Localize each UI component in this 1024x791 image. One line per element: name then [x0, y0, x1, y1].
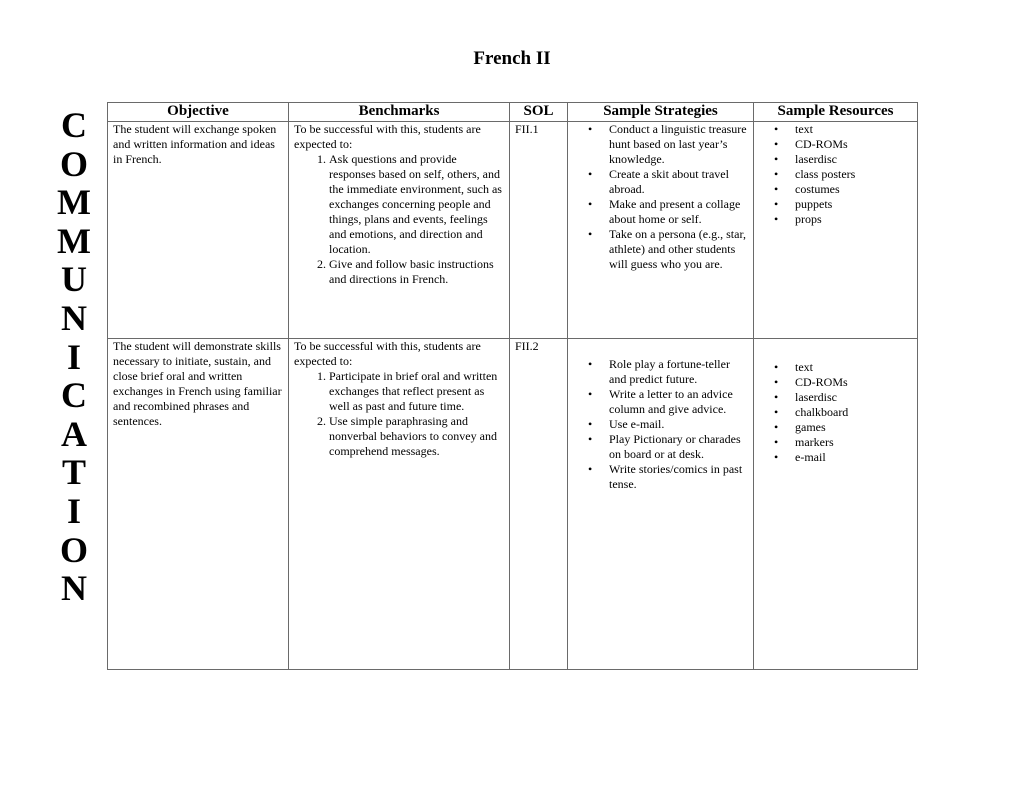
sol-cell: FII.1 — [510, 122, 568, 339]
objective-cell: The student will demonstrate skills necessary to initiate, sustain, and close brief oral and written exchanges in French using familiar and recombined phrases and sentences. — [108, 339, 289, 670]
side-label-letter: C — [61, 375, 87, 416]
header-objective: Objective — [108, 103, 289, 122]
strategy-item: • Conduct a linguistic treasure hunt based on last year’s knowledge. — [609, 122, 748, 167]
side-label-letter: A — [61, 413, 87, 454]
resource-item: • games — [795, 420, 912, 435]
side-label-letter: T — [61, 452, 86, 493]
strategy-item: • Role play a fortune-teller and predict future. — [609, 357, 748, 387]
table-row — [108, 122, 918, 339]
strategy-list — [573, 122, 748, 272]
header-sample-strategies: Sample Strategies — [568, 103, 754, 122]
resource-item: • text — [795, 122, 912, 137]
strategy-item: • Create a skit about travel abroad. — [609, 167, 748, 197]
benchmark-item: 1. Ask questions and provide responses based on self, others, and the immediate environment, such as exchanges concerning people and things, plans and events, feelings and emotions, and direction and location. — [329, 152, 504, 257]
strategy-item: • Write a letter to an advice column and give advice. — [609, 387, 748, 417]
table-header-row — [108, 103, 918, 122]
objective-cell: The student will exchange spoken and written information and ideas in French. — [108, 122, 289, 339]
strategy-item: • Play Pictionary or charades on board or at desk. — [609, 432, 748, 462]
resource-item: • class posters — [795, 167, 912, 182]
benchmark-list — [294, 152, 504, 287]
strategies-cell — [568, 122, 754, 339]
page-title: French II — [473, 48, 551, 69]
header-sol: SOL — [510, 103, 568, 122]
benchmark-list — [294, 369, 504, 459]
header-sample-resources: Sample Resources — [754, 103, 918, 122]
table-row — [108, 339, 918, 670]
resource-item: • laserdisc — [795, 390, 912, 405]
resource-item: • e-mail — [795, 450, 912, 465]
side-label-letter: U — [61, 259, 87, 300]
strategies-cell — [568, 339, 754, 670]
side-label-letter: O — [59, 529, 88, 570]
strategy-item: • Use e-mail. — [609, 417, 748, 432]
side-label-letter: I — [66, 490, 81, 531]
resource-item: • laserdisc — [795, 152, 912, 167]
benchmarks-cell — [289, 339, 510, 670]
side-label-letter: O — [59, 143, 88, 184]
header-benchmarks: Benchmarks — [289, 103, 510, 122]
side-label-letter: M — [57, 182, 91, 223]
resource-item: • puppets — [795, 197, 912, 212]
benchmarks-cell — [289, 122, 510, 339]
resource-list — [759, 360, 912, 465]
resources-cell — [754, 122, 918, 339]
strategy-item: • Take on a persona (e.g., star, athlete) and other students will guess who you are. — [609, 227, 748, 272]
resource-item: • CD-ROMs — [795, 375, 912, 390]
side-label-communication — [52, 106, 96, 608]
side-label-letter: C — [61, 105, 87, 145]
resource-item: • chalkboard — [795, 405, 912, 420]
resource-item: • text — [795, 360, 912, 375]
benchmark-item: 2. Use simple paraphrasing and nonverbal behaviors to convey and comprehend messages. — [329, 414, 504, 459]
side-label-letter: N — [61, 297, 87, 338]
benchmark-intro: To be successful with this, students are expected to: — [294, 339, 481, 368]
benchmark-item: 2. Give and follow basic instructions and directions in French. — [329, 257, 504, 287]
benchmark-intro: To be successful with this, students are expected to: — [294, 122, 481, 151]
side-label-letter: N — [61, 568, 87, 609]
strategy-item: • Write stories/comics in past tense. — [609, 462, 748, 492]
sol-cell: FII.2 — [510, 339, 568, 670]
resource-item: • markers — [795, 435, 912, 450]
resource-item: • CD-ROMs — [795, 137, 912, 152]
resource-item: • props — [795, 212, 912, 227]
strategy-item: • Make and present a collage about home or self. — [609, 197, 748, 227]
resource-list — [759, 122, 912, 227]
side-label-letter: M — [57, 220, 91, 261]
side-label-letter: I — [66, 336, 81, 377]
strategy-list — [573, 357, 748, 492]
resource-item: • costumes — [795, 182, 912, 197]
curriculum-table — [107, 102, 918, 670]
benchmark-item: 1. Participate in brief oral and written exchanges that reflect present as well as past and future time. — [329, 369, 504, 414]
resources-cell — [754, 339, 918, 670]
